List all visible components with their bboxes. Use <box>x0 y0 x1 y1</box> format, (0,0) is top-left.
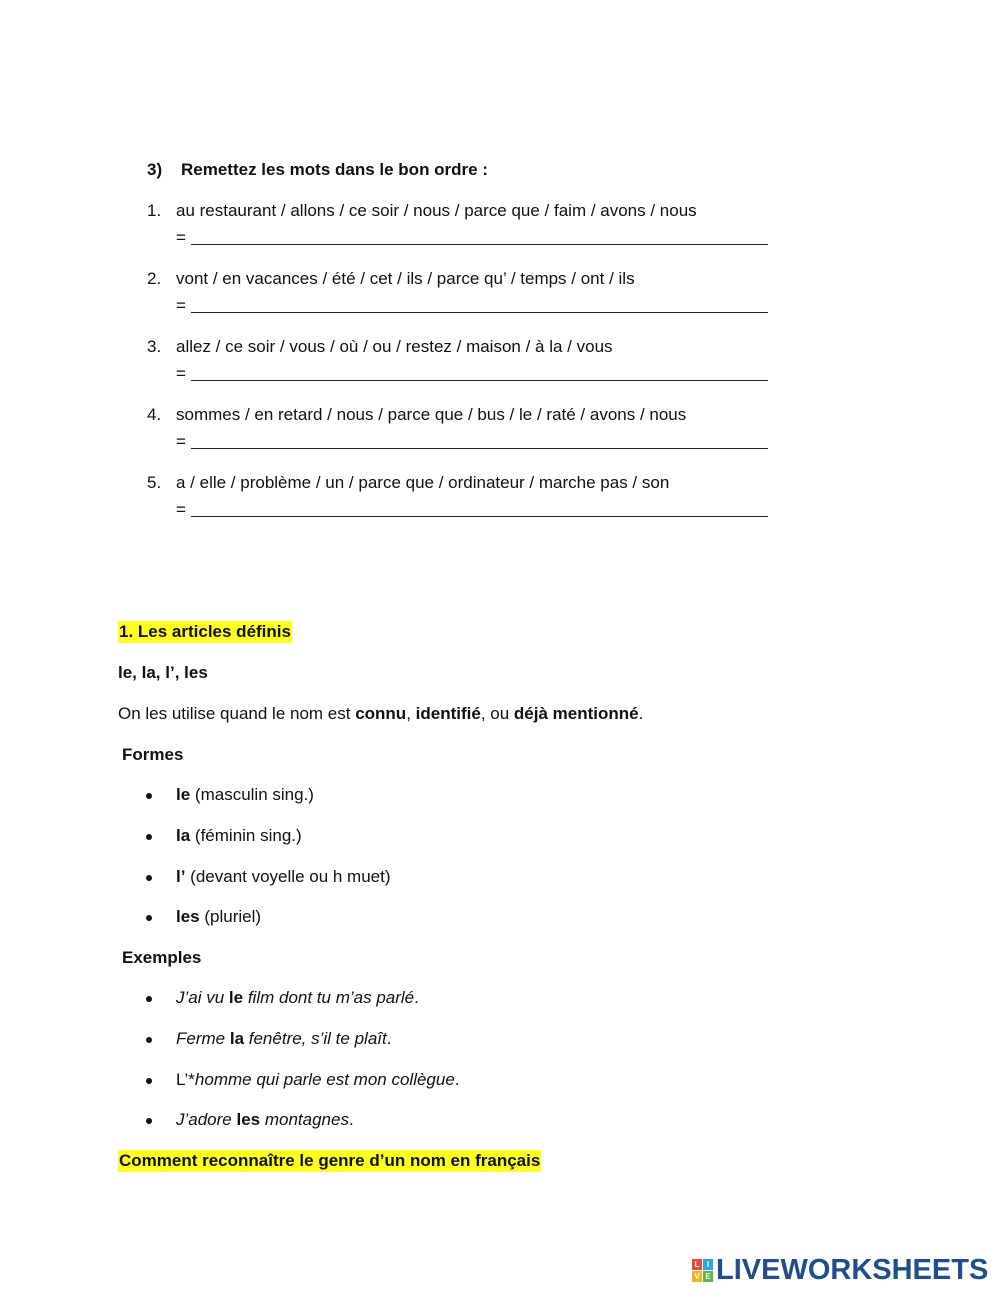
forme-item <box>176 906 261 928</box>
exemple-post: montagnes <box>260 1110 349 1129</box>
logo-text: LIVEWORKSHEETS <box>716 1253 989 1286</box>
exemple-article: le <box>228 988 244 1007</box>
usage-word-identifie: identifié <box>415 704 481 723</box>
exemple-item <box>176 1109 354 1131</box>
logo-mark-letter: E <box>703 1271 713 1282</box>
usage-sep: , ou <box>480 704 514 723</box>
forme-article: le <box>176 785 191 804</box>
liveworksheets-logo <box>692 1255 988 1285</box>
equals-sign: = <box>176 228 186 247</box>
exercise-item-number: 1. <box>147 201 162 220</box>
forme-item <box>176 784 314 806</box>
exemple-pre: J’ai vu <box>176 988 229 1007</box>
exemple-item <box>176 1069 460 1091</box>
exercise-item-words: au restaurant / allons / ce soir / nous / parce que / faim / avons / nous <box>176 201 697 220</box>
exemples-title: Exemples <box>122 948 202 967</box>
answer-line[interactable] <box>191 312 768 313</box>
exemple-pre: J’adore <box>176 1110 237 1129</box>
bullet-icon <box>146 834 152 840</box>
exemple-post: homme qui parle est mon collègue <box>194 1070 455 1089</box>
forme-desc: (féminin sing.) <box>190 826 302 845</box>
answer-line[interactable] <box>191 516 768 517</box>
formes-title: Formes <box>122 745 184 764</box>
forme-desc: (masculin sing.) <box>190 785 314 804</box>
exercise-item-number: 4. <box>147 405 162 424</box>
exemple-end: . <box>454 1070 460 1089</box>
forme-item <box>176 866 391 888</box>
bullet-icon <box>146 1078 152 1084</box>
forme-article: la <box>176 826 191 845</box>
exercise-item-words: a / elle / problème / un / parce que / ordinateur / marche pas / son <box>176 473 670 492</box>
equals-sign: = <box>176 432 186 451</box>
bullet-icon <box>146 1037 152 1043</box>
section-heading-articles: 1. Les articles définis <box>119 622 291 641</box>
exercise-item-words: allez / ce soir / vous / où / ou / restez / maison / à la / vous <box>176 337 613 356</box>
exercise-item-number: 3. <box>147 337 162 356</box>
answer-line[interactable] <box>191 380 768 381</box>
bullet-icon <box>146 793 152 799</box>
usage-pre: On les utilise quand le nom est <box>118 704 356 723</box>
exemple-pre: L’ <box>176 1070 189 1089</box>
exemple-article: * <box>188 1070 195 1089</box>
exemple-post: film dont tu m’as parlé <box>243 988 415 1007</box>
exercise-item-words: vont / en vacances / été / cet / ils / parce qu’ / temps / ont / ils <box>176 269 635 288</box>
exemple-item <box>176 987 419 1009</box>
forme-article: l’ <box>176 867 186 886</box>
forme-desc: (devant voyelle ou h muet) <box>185 867 391 886</box>
exercise-item-words: sommes / en retard / nous / parce que / bus / le / raté / avons / nous <box>176 405 687 424</box>
bullet-icon <box>146 996 152 1002</box>
bullet-icon <box>146 875 152 881</box>
usage-word-connu: connu <box>355 704 407 723</box>
exemple-post: fenêtre, s’il te plaît <box>244 1029 387 1048</box>
logo-mark-letter: L <box>692 1259 702 1270</box>
logo-mark-letter: V <box>692 1271 702 1282</box>
bullet-icon <box>146 1118 152 1124</box>
forme-item <box>176 825 302 847</box>
liveworksheets-logo-icon <box>692 1259 713 1282</box>
exemple-end: . <box>414 988 419 1007</box>
section-heading-genre: Comment reconnaître le genre d’un nom en français <box>119 1151 541 1170</box>
usage-end: . <box>638 704 644 723</box>
forme-desc: (pluriel) <box>199 907 262 926</box>
equals-sign: = <box>176 364 186 383</box>
exemple-pre: Ferme <box>176 1029 230 1048</box>
usage-sep: , <box>406 704 416 723</box>
exemple-item <box>176 1028 391 1050</box>
equals-sign: = <box>176 500 186 519</box>
bullet-icon <box>146 915 152 921</box>
exercise-number: 3) <box>147 160 163 179</box>
exemple-article: les <box>236 1110 261 1129</box>
exercise-item-number: 2. <box>147 269 162 288</box>
exercise-title: Remettez les mots dans le bon ordre : <box>181 160 489 179</box>
section-subheading: le, la, l’, les <box>118 663 208 682</box>
forme-article: les <box>176 907 200 926</box>
exemple-end: . <box>348 1110 354 1129</box>
logo-mark-letter: I <box>703 1259 713 1270</box>
answer-line[interactable] <box>191 244 768 245</box>
usage-word-deja-mentionne: déjà mentionné <box>513 704 639 723</box>
exemple-end: . <box>386 1029 392 1048</box>
exemple-article: la <box>229 1029 245 1048</box>
usage-sentence <box>118 703 643 725</box>
exercise-item-number: 5. <box>147 473 162 492</box>
equals-sign: = <box>176 296 186 315</box>
answer-line[interactable] <box>191 448 768 449</box>
